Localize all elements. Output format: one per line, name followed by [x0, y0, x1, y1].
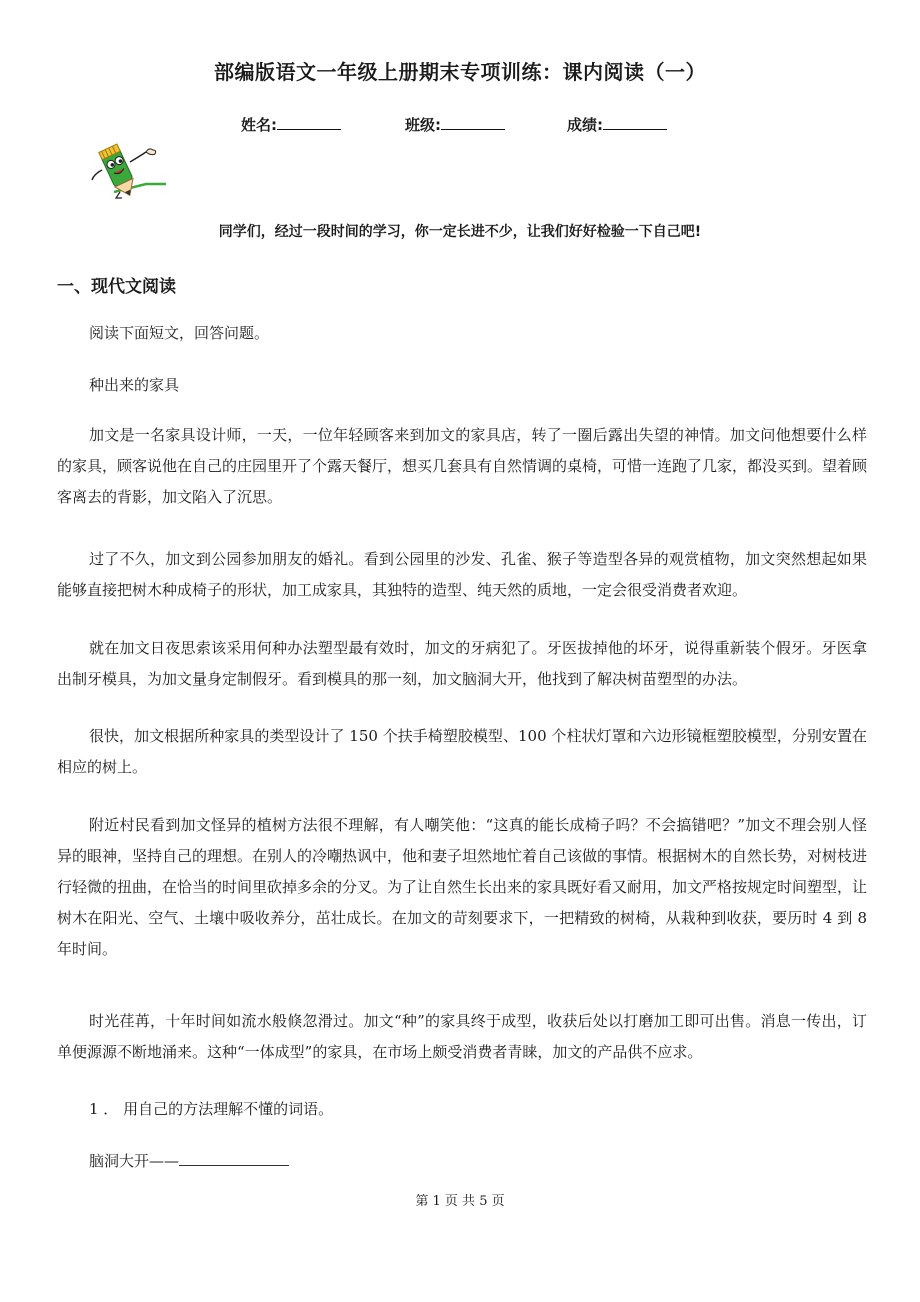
name-blank[interactable]	[277, 115, 341, 130]
passage-paragraph: 时光荏苒，十年时间如流水般倏忽滑过。加文“种”的家具终于成型，收获后处以打磨加工即可出售。消息一传出，订单便源源不断地涌来。这种“一体成型”的家具，在市场上颇受消费者青睐，加文的产品供不应求。	[57, 1012, 867, 1061]
answer-blank[interactable]	[179, 1151, 289, 1166]
answer-line	[89, 1150, 289, 1171]
passage-paragraph: 就在加文日夜思索该采用何种办法塑型最有效时，加文的牙病犯了。牙医拔掉他的坏牙，说得重新装个假牙。牙医拿出制牙模具，为加文量身定制假牙。看到模具的那一刻，加文脑洞大开，他找到了解决树苗塑型的办法。	[57, 639, 867, 688]
pencil-mascot-icon	[84, 140, 174, 204]
passage-paragraph: 过了不久，加文到公园参加朋友的婚礼。看到公园里的沙发、孔雀、猴子等造型各异的观赏植物，加文突然想起如果能够直接把树木种成椅子的形状，加工成家具，其独特的造型、纯天然的质地，一定会很受消费者欢迎。	[57, 550, 867, 599]
passage-paragraph: 加文是一名家具设计师，一天，一位年轻顾客来到加文的家具店，转了一圈后露出失望的神情。加文问他想要什么样的家具，顾客说他在自己的庄园里开了个露天餐厅，想买几套具有自然情调的桌椅，可惜一连跑了几家，都没买到。望着顾客离去的背影，加文陷入了沉思。	[57, 426, 868, 506]
name-field[interactable]	[241, 114, 341, 135]
passage-paragraph: 附近村民看到加文怪异的植树方法很不理解，有人嘲笑他：“这真的能长成椅子吗？不会搞错吧？”加文不理会别人怪异的眼神，坚持自己的理想。在别人的冷嘲热讽中，他和妻子坦然地忙着自己该做的事情。根据树木的自然长势，对树枝进行轻微的扭曲，在恰当的时间里砍掉多余的分叉。为了让自然生长出来的家具既好看又耐用，加文严格按规定时间塑型，让树木在阳光、空气、土壤中吸收养分，茁壮成长。在加文的苛刻要求下，一把精致的树椅，从栽种到收获，要历时 4 到 8 年时间。	[57, 816, 868, 958]
passage-paragraph: 很快，加文根据所种家具的类型设计了 150 个扶手椅塑胶模型、100 个柱状灯罩和六边形镜框塑胶模型，分别安置在相应的树上。	[57, 727, 867, 776]
score-blank[interactable]	[603, 115, 667, 130]
score-label: 成绩:	[567, 116, 603, 134]
score-field[interactable]	[567, 114, 667, 135]
class-field[interactable]	[405, 114, 505, 135]
class-blank[interactable]	[441, 115, 505, 130]
section-heading: 一、现代文阅读	[57, 277, 176, 297]
question-1: 1 ． 用自己的方法理解不懂的词语。	[89, 1100, 334, 1118]
page-footer: 第 1 页 共 5 页	[415, 1194, 505, 1209]
reading-instruction: 阅读下面短文，回答问题。	[89, 324, 270, 342]
passage-title: 种出来的家具	[89, 376, 180, 394]
class-label: 班级:	[405, 116, 441, 134]
intro-text: 同学们，经过一段时间的学习，你一定长进不少，让我们好好检验一下自己吧!	[218, 224, 702, 240]
page-title: 部编版语文一年级上册期末专项训练：课内阅读（一）	[214, 60, 706, 84]
answer-prompt: 脑洞大开——	[89, 1152, 180, 1170]
name-label: 姓名:	[241, 116, 277, 134]
